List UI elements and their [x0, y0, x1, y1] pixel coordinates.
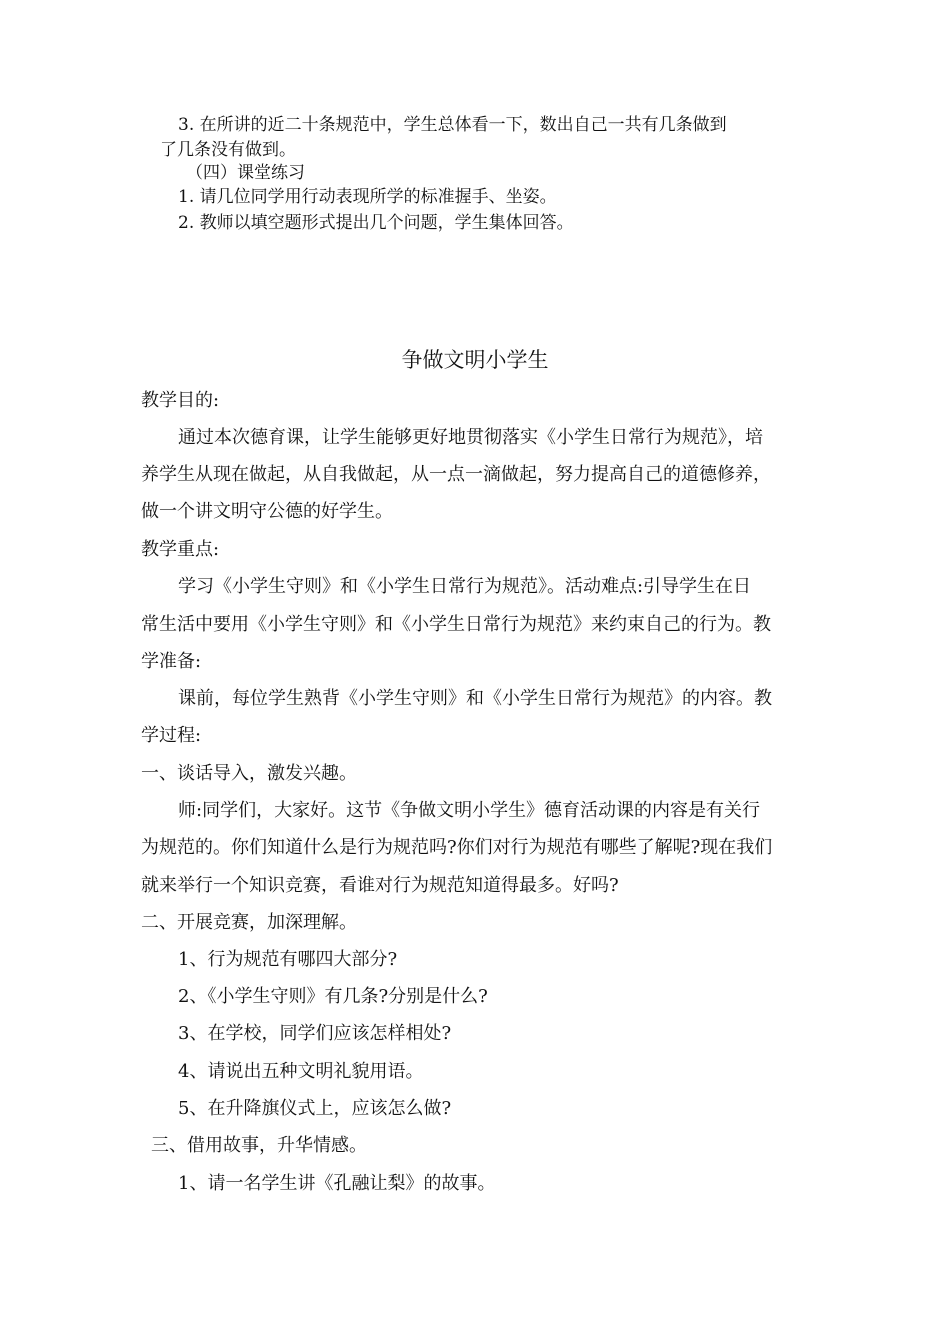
- objective-label: 教学目的:: [141, 390, 220, 411]
- practice-heading: （四）课堂练习: [186, 163, 305, 183]
- section-2-item: 3、在学校，同学们应该怎样相处?: [178, 1023, 452, 1044]
- objective-line: 通过本次德育课，让学生能够更好地贯彻落实《小学生日常行为规范》，培: [178, 427, 763, 448]
- objective-line: 养学生从现在做起，从自我做起，从一点一滴做起，努力提高自己的道德修养，: [141, 464, 771, 485]
- section-2-item: 1、行为规范有哪四大部分?: [178, 949, 398, 970]
- section-3-item: 1、请一名学生讲《孔融让梨》的故事。: [178, 1173, 496, 1194]
- item-3-line-2: 了几条没有做到。: [160, 140, 296, 160]
- practice-item-2: 2. 教师以填空题形式提出几个问题，学生集体回答。: [178, 213, 574, 233]
- prep-line: 课前，每位学生熟背《小学生守则》和《小学生日常行为规范》的内容。教: [178, 688, 772, 709]
- section-1-line: 师:同学们，大家好。这节《争做文明小学生》德育活动课的内容是有关行: [178, 800, 761, 821]
- key-line: 学准备:: [141, 651, 202, 672]
- section-2-heading: 二、开展竞赛，加深理解。: [141, 912, 357, 933]
- section-2-item: 5、在升降旗仪式上，应该怎么做?: [178, 1098, 452, 1119]
- section-1-line: 就来举行一个知识竞赛，看谁对行为规范知道得最多。好吗?: [141, 875, 619, 896]
- practice-item-1: 1. 请几位同学用行动表现所学的标准握手、坐姿。: [178, 187, 557, 207]
- key-line: 常生活中要用《小学生守则》和《小学生日常行为规范》来约束自己的行为。教: [141, 614, 771, 635]
- prep-line: 学过程:: [141, 725, 202, 746]
- key-line: 学习《小学生守则》和《小学生日常行为规范》。活动难点:引导学生在日: [178, 576, 752, 597]
- section-1-line: 为规范的。你们知道什么是行为规范吗?你们对行为规范有哪些了解呢?现在我们: [141, 837, 773, 858]
- lesson-title: 争做文明小学生: [401, 348, 549, 372]
- objective-line: 做一个讲文明守公德的好学生。: [141, 501, 393, 522]
- section-3-heading: 三、借用故事，升华情感。: [151, 1135, 367, 1156]
- section-2-item: 2、《小学生守则》有几条?分别是什么?: [178, 986, 488, 1007]
- item-3-line-1: 3. 在所讲的近二十条规范中，学生总体看一下，数出自己一共有几条做到: [178, 115, 727, 135]
- section-2-item: 4、请说出五种文明礼貌用语。: [178, 1061, 424, 1082]
- key-label: 教学重点:: [141, 539, 220, 560]
- section-1-heading: 一、谈话导入，激发兴趣。: [141, 763, 357, 784]
